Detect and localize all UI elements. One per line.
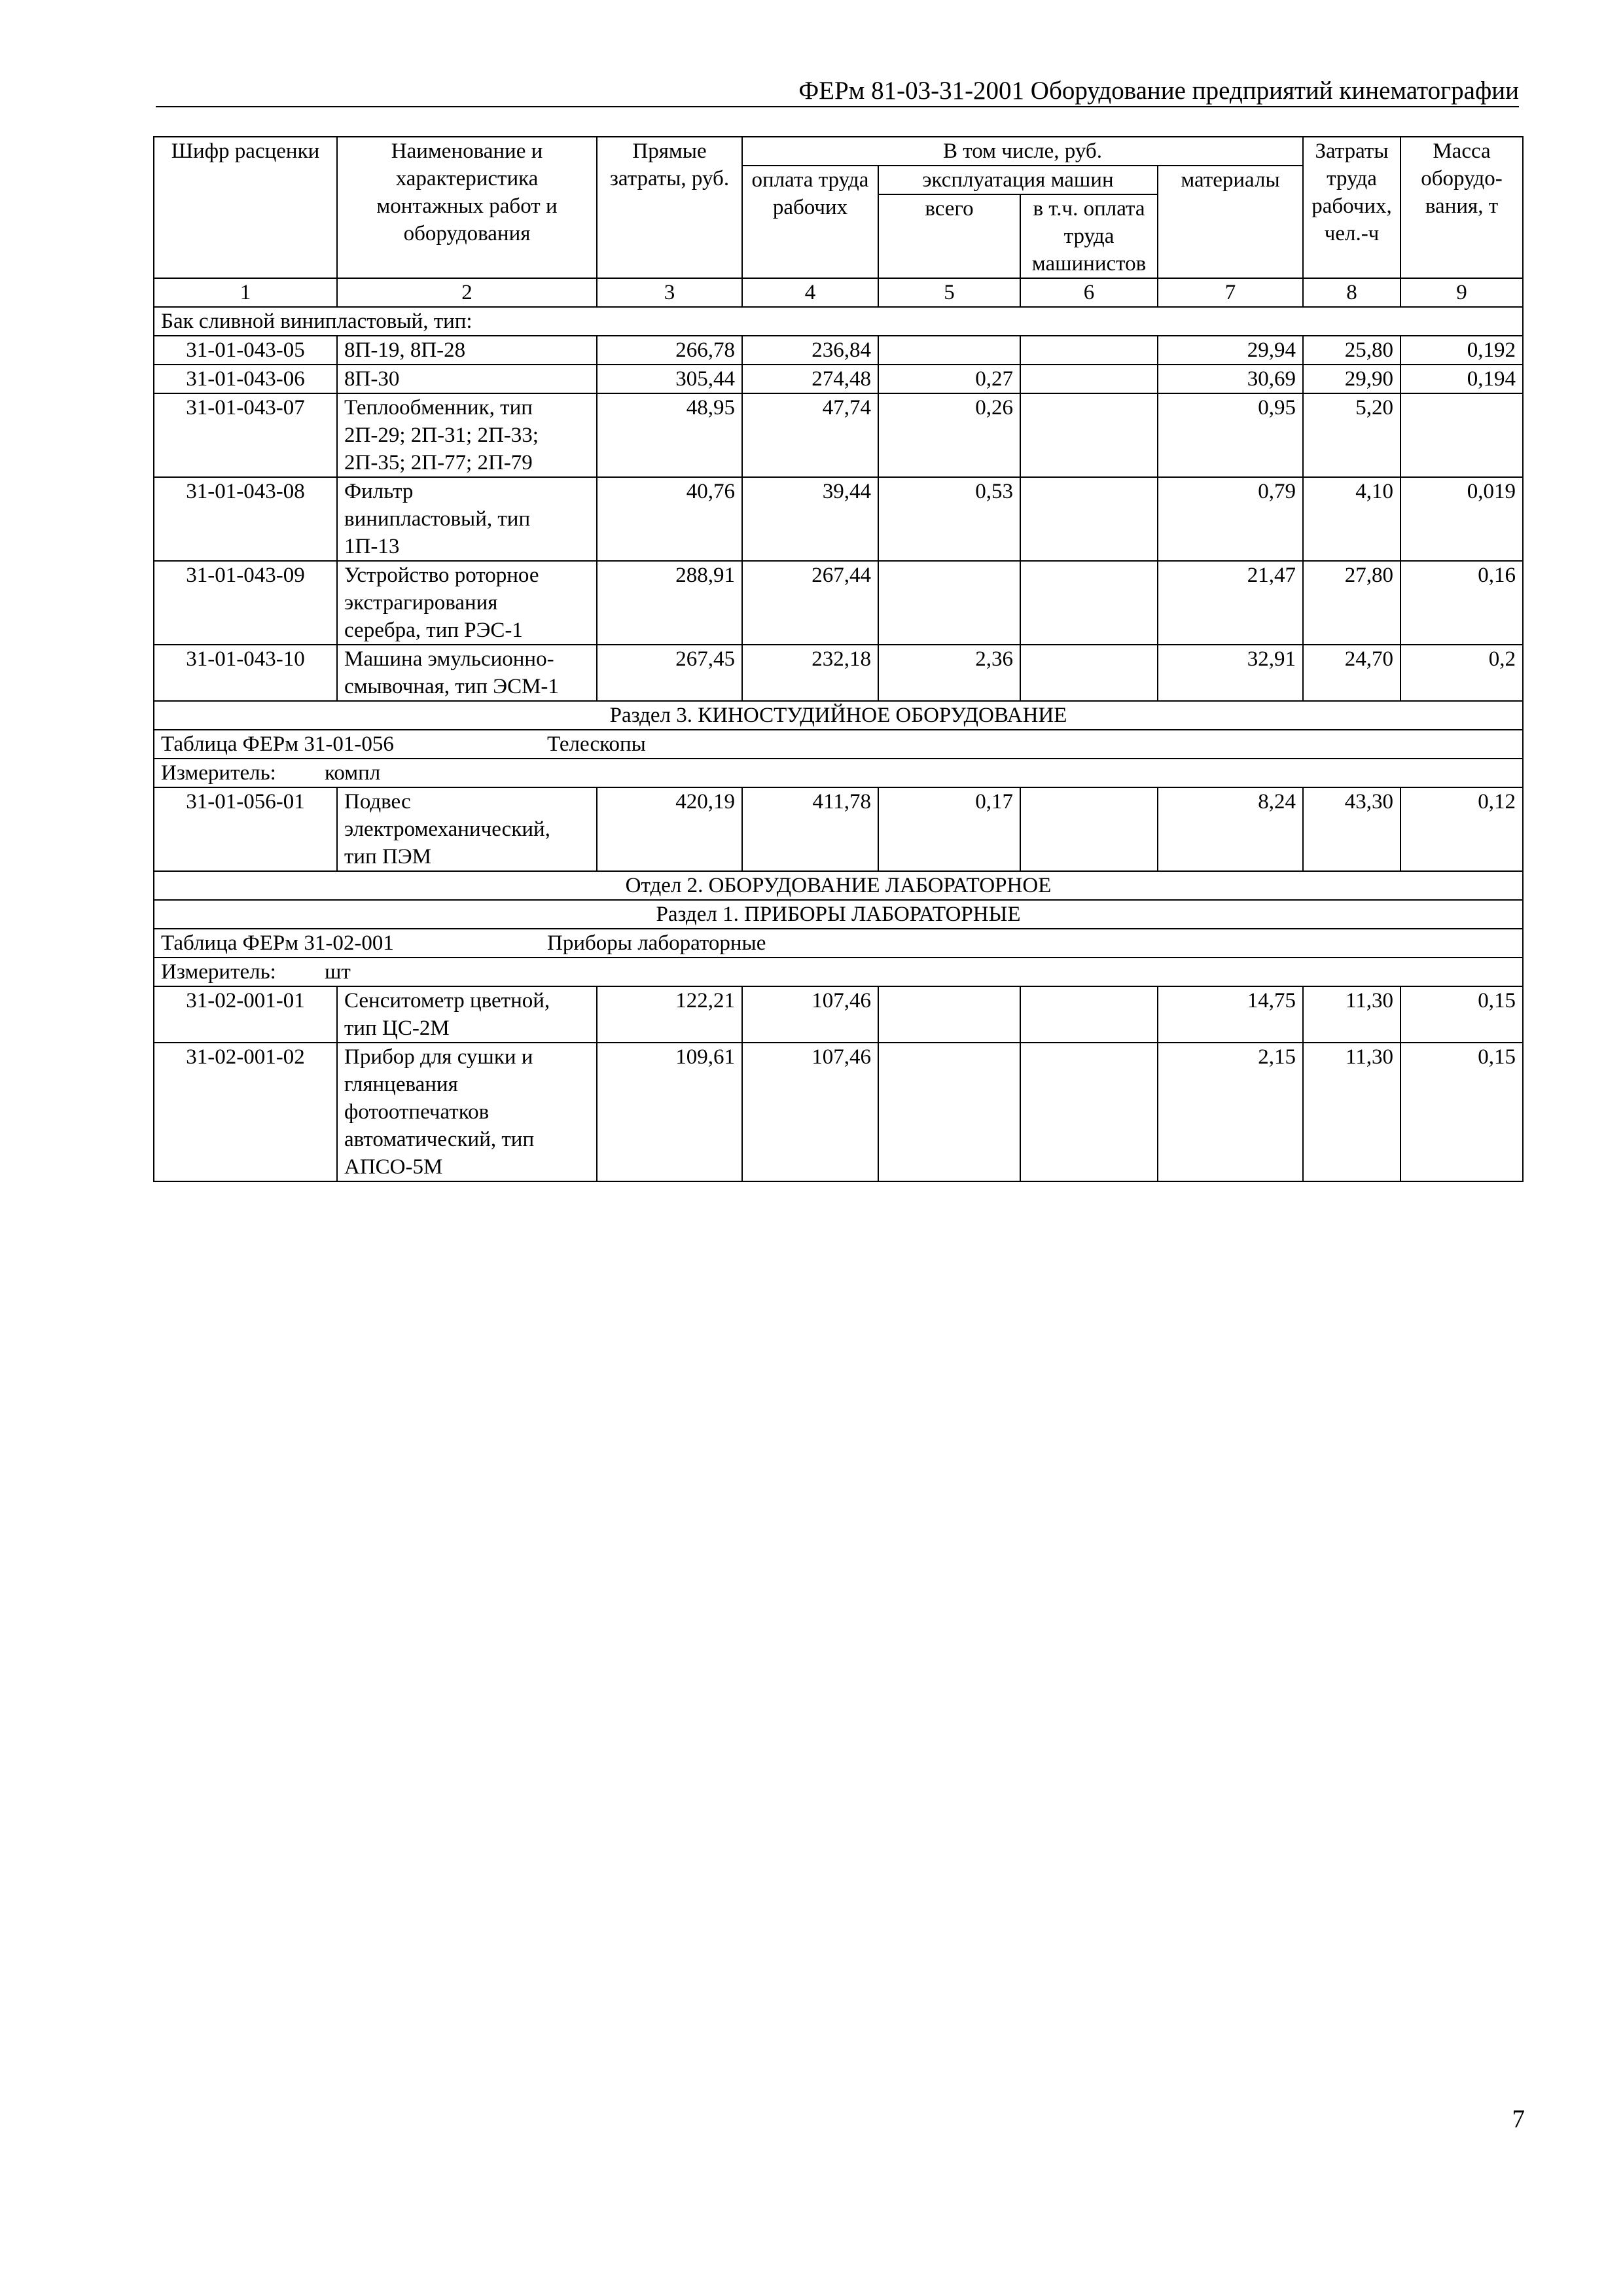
column-numbers-row [154, 278, 1523, 307]
work-name [337, 1043, 597, 1181]
table-row [154, 986, 1523, 1043]
running-header: ФЕРм 81-03-31-2001 Оборудование предприятий кинематографии [798, 77, 1519, 105]
labor-pay: 274,48 [742, 365, 878, 393]
col-mass-header: Масса оборудо-вания, т [1400, 137, 1523, 278]
measure-row [154, 958, 1523, 986]
measure-row [154, 759, 1523, 787]
name-line: глянцевания [344, 1073, 458, 1096]
measure-unit: компл [325, 761, 381, 785]
name-line: 1П-13 [344, 535, 400, 558]
equipment-mass: 0,12 [1400, 787, 1523, 871]
direct-cost: 40,76 [597, 477, 742, 561]
name-line: 2П-35; 2П-77; 2П-79 [344, 451, 533, 475]
name-line: винипластовый, тип [344, 507, 531, 531]
column-number: 8 [1303, 278, 1400, 307]
department-row [154, 871, 1523, 900]
name-line: Подвес [344, 790, 411, 814]
rate-code: 31-01-043-08 [154, 477, 337, 561]
table-row [154, 561, 1523, 645]
col-machines-header: эксплуатация машин [878, 166, 1158, 194]
measure-label: Измеритель: [161, 960, 276, 984]
materials-cost: 14,75 [1158, 986, 1303, 1043]
machines-total [878, 336, 1020, 365]
machines-total: 0,17 [878, 787, 1020, 871]
column-number: 5 [878, 278, 1020, 307]
page-number: 7 [1512, 2105, 1525, 2133]
column-number: 4 [742, 278, 878, 307]
direct-cost: 420,19 [597, 787, 742, 871]
direct-cost: 305,44 [597, 365, 742, 393]
work-name [337, 645, 597, 701]
table-name: Телескопы [547, 732, 646, 756]
table-row [154, 477, 1523, 561]
table-header [154, 137, 1523, 307]
table-label: Таблица ФЕРм 31-02-001 [161, 931, 394, 955]
measure-unit: шт [325, 960, 351, 984]
equipment-mass: 0,16 [1400, 561, 1523, 645]
name-line: тип ПЭМ [344, 845, 431, 869]
machines-total: 2,36 [878, 645, 1020, 701]
group-row [154, 307, 1523, 336]
table-label: Таблица ФЕРм 31-01-056 [161, 732, 394, 756]
table-name: Приборы лабораторные [547, 931, 766, 955]
machinists-pay [1020, 1043, 1158, 1181]
equipment-mass: 0,15 [1400, 1043, 1523, 1181]
machines-total: 0,27 [878, 365, 1020, 393]
section-title: Раздел 3. КИНОСТУДИЙНОЕ ОБОРУДОВАНИЕ [154, 701, 1523, 730]
name-line: Фильтр [344, 480, 414, 503]
machinists-pay [1020, 787, 1158, 871]
labor-pay: 47,74 [742, 393, 878, 477]
labor-pay: 236,84 [742, 336, 878, 365]
col-labor-pay-header: оплата труда рабочих [742, 166, 878, 278]
machines-total [878, 986, 1020, 1043]
equipment-mass: 0,194 [1400, 365, 1523, 393]
table-title-row [154, 730, 1523, 759]
direct-cost: 48,95 [597, 393, 742, 477]
materials-cost: 8,24 [1158, 787, 1303, 871]
col-labor-cost-header: Затраты труда рабочих, чел.-ч [1303, 137, 1400, 278]
rate-code: 31-02-001-02 [154, 1043, 337, 1181]
column-number: 7 [1158, 278, 1303, 307]
machinists-pay [1020, 365, 1158, 393]
labor-pay: 267,44 [742, 561, 878, 645]
equipment-mass: 0,192 [1400, 336, 1523, 365]
name-line: фотоотпечатков [344, 1100, 490, 1124]
name-line: Машина эмульсионно- [344, 647, 554, 671]
labor-hours: 11,30 [1303, 1043, 1400, 1181]
col-mach-pay-header: в т.ч. оплата труда машинистов [1020, 194, 1158, 278]
materials-cost: 0,95 [1158, 393, 1303, 477]
measure-cell [154, 759, 1523, 787]
materials-cost: 32,91 [1158, 645, 1303, 701]
labor-pay: 107,46 [742, 1043, 878, 1181]
work-name [337, 787, 597, 871]
direct-cost: 109,61 [597, 1043, 742, 1181]
labor-hours: 4,10 [1303, 477, 1400, 561]
machines-total: 0,53 [878, 477, 1020, 561]
work-name [337, 477, 597, 561]
work-name [337, 986, 597, 1043]
work-name [337, 393, 597, 477]
name-line: 2П-29; 2П-31; 2П-33; [344, 423, 539, 447]
table-row [154, 365, 1523, 393]
machines-total [878, 1043, 1020, 1181]
machinists-pay [1020, 561, 1158, 645]
materials-cost: 29,94 [1158, 336, 1303, 365]
name-line: Сенситометр цветной, [344, 989, 550, 1013]
column-number: 3 [597, 278, 742, 307]
name-line: электромеханический, [344, 817, 550, 841]
rate-code: 31-01-043-10 [154, 645, 337, 701]
table-title [154, 730, 1523, 759]
work-name: 8П-30 [337, 365, 597, 393]
name-line: серебра, тип РЭС-1 [344, 619, 523, 642]
measure-label: Измеритель: [161, 761, 276, 785]
machines-total: 0,26 [878, 393, 1020, 477]
name-line: АПСО-5М [344, 1155, 443, 1179]
machinists-pay [1020, 645, 1158, 701]
col-direct-header: Прямые затраты, руб. [597, 137, 742, 278]
work-name [337, 561, 597, 645]
labor-pay: 411,78 [742, 787, 878, 871]
machinists-pay [1020, 393, 1158, 477]
rate-code: 31-02-001-01 [154, 986, 337, 1043]
table-row [154, 336, 1523, 365]
rate-code: 31-01-043-09 [154, 561, 337, 645]
group-title: Бак сливной винипластовый, тип: [154, 307, 1523, 336]
table-title [154, 929, 1523, 958]
labor-hours: 27,80 [1303, 561, 1400, 645]
labor-hours: 24,70 [1303, 645, 1400, 701]
labor-pay: 107,46 [742, 986, 878, 1043]
col-name-header: Наименование и характеристика монтажных работ и оборудования [337, 137, 597, 278]
column-number: 6 [1020, 278, 1158, 307]
header-rule [156, 106, 1519, 107]
rate-code: 31-01-043-05 [154, 336, 337, 365]
materials-cost: 2,15 [1158, 1043, 1303, 1181]
labor-pay: 232,18 [742, 645, 878, 701]
measure-cell [154, 958, 1523, 986]
direct-cost: 288,91 [597, 561, 742, 645]
name-line: экстрагирования [344, 591, 498, 615]
materials-cost: 21,47 [1158, 561, 1303, 645]
labor-hours: 43,30 [1303, 787, 1400, 871]
rate-code: 31-01-043-07 [154, 393, 337, 477]
section-row [154, 900, 1523, 929]
table-title-row [154, 929, 1523, 958]
name-line: смывочная, тип ЭСМ-1 [344, 675, 559, 698]
rate-code: 31-01-043-06 [154, 365, 337, 393]
machinists-pay [1020, 986, 1158, 1043]
column-number: 9 [1400, 278, 1523, 307]
labor-hours: 5,20 [1303, 393, 1400, 477]
equipment-mass: 0,019 [1400, 477, 1523, 561]
name-line: тип ЦС-2М [344, 1016, 450, 1040]
materials-cost: 0,79 [1158, 477, 1303, 561]
direct-cost: 266,78 [597, 336, 742, 365]
equipment-mass [1400, 393, 1523, 477]
machines-total [878, 561, 1020, 645]
rate-code: 31-01-056-01 [154, 787, 337, 871]
column-number: 1 [154, 278, 337, 307]
work-name: 8П-19, 8П-28 [337, 336, 597, 365]
name-line: автоматический, тип [344, 1128, 535, 1151]
section-title: Раздел 1. ПРИБОРЫ ЛАБОРАТОРНЫЕ [154, 900, 1523, 929]
column-number: 2 [337, 278, 597, 307]
machinists-pay [1020, 477, 1158, 561]
col-materials-header: материалы [1158, 166, 1303, 278]
name-line: Теплообменник, тип [344, 396, 533, 420]
table-row [154, 787, 1523, 871]
machinists-pay [1020, 336, 1158, 365]
table-row [154, 1043, 1523, 1181]
direct-cost: 267,45 [597, 645, 742, 701]
table-row [154, 393, 1523, 477]
name-line: Прибор для сушки и [344, 1045, 533, 1069]
equipment-mass: 0,15 [1400, 986, 1523, 1043]
table-body [154, 307, 1523, 1181]
col-incl-header: В том числе, руб. [742, 137, 1303, 166]
equipment-mass: 0,2 [1400, 645, 1523, 701]
name-line: Устройство роторное [344, 564, 539, 587]
section-row [154, 701, 1523, 730]
rates-table [153, 136, 1524, 1182]
labor-hours: 25,80 [1303, 336, 1400, 365]
materials-cost: 30,69 [1158, 365, 1303, 393]
labor-hours: 29,90 [1303, 365, 1400, 393]
department-title: Отдел 2. ОБОРУДОВАНИЕ ЛАБОРАТОРНОЕ [154, 871, 1523, 900]
labor-pay: 39,44 [742, 477, 878, 561]
table-row [154, 645, 1523, 701]
col-code-header: Шифр расценки [154, 137, 337, 278]
labor-hours: 11,30 [1303, 986, 1400, 1043]
direct-cost: 122,21 [597, 986, 742, 1043]
col-mach-total-header: всего [878, 194, 1020, 278]
